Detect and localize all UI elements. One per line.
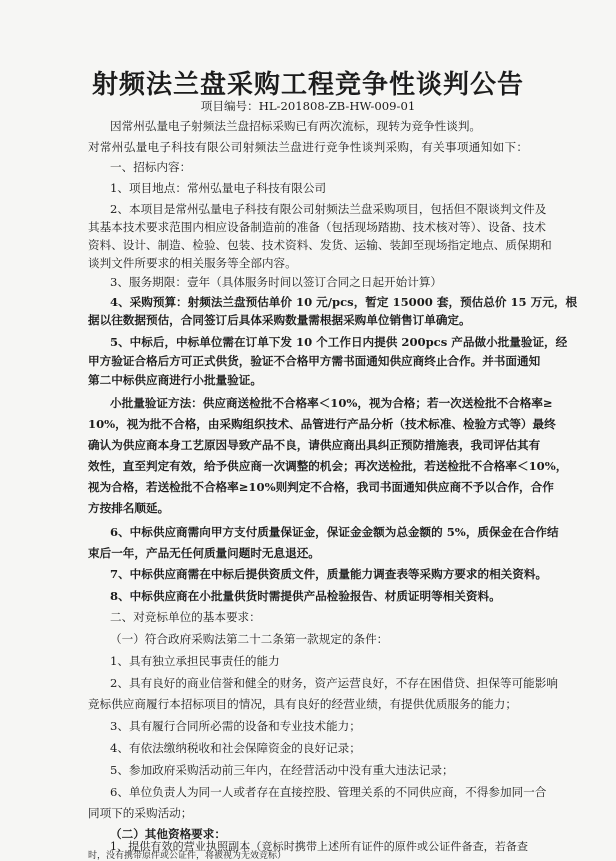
notice-line: 2、本项目是常州弘量电子科技有限公司射频法兰盘采购项目，包括但不限谈判文件及 [110,202,547,216]
notice-line: 1、项目地点：常州弘量电子科技有限公司 [110,181,327,195]
notice-line: 3、服务期限：壹年（具体服务时间以签订合同之日起开始计算） [110,275,443,289]
notice-line: 小批量验证方法：供应商送检批不合格率＜10%，视为合格；若一次送检批不合格率≥ [110,396,553,410]
notice-line: 4、采购预算：射频法兰盘预估单价 10 元/pcs，暂定 15000 套，预估总价 15 万元，根 [110,295,578,309]
notice-line: 竞标供应商履行本招标项目的情况，具有良好的经营业绩，有提供优质服务的能力； [88,697,517,711]
notice-line: 10%，视为批不合格，由采购组织技术、品管进行产品分析（技术标准、检验方式等）最终 [88,417,556,431]
notice-line: 其基本技术要求范围内相应设备制造前的准备（包括现场踏勘、技术核对等）、设备、技术 [88,220,546,234]
project-number: 项目编号：HL-201808-ZB-HW-009-01 [200,99,416,113]
notice-line: 谈判文件所要求的相关服务等全部内容。 [88,256,297,270]
notice-line: 确认为供应商本身工艺原因导致产品不良，请供应商出具纠正预防措施表，我司评估其有 [88,438,541,452]
notice-line: 7、中标供应商需在中标后提供资质文件，质量能力调查表等采购方要求的相关资料。 [110,567,548,581]
notice-line: 4、有依法缴纳税收和社会保障资金的良好记录； [110,741,361,755]
notice-line: （一）符合政府采购法第二十二条第一款规定的条件： [110,632,389,646]
notice-line: 5、中标后，中标单位需在订单下发 10 个工作日内提供 200pcs 产品做小批量验证，经 [110,335,568,349]
section-heading: 二、对竞标单位的基本要求： [110,610,261,624]
notice-line: 束后一年，产品无任何质量问题时无息退还。 [88,546,320,560]
notice-line: 5、参加政府采购活动前三年内，在经营活动中没有重大违法记录； [110,763,454,777]
notice-line: 甲方验证合格后方可正式供货，验证不合格甲方需书面通知供应商终止合作。并书面通知 [88,354,541,368]
notice-line: 1、提供有效的营业执照副本（竞标时携带上述所有证件的原件或公证件备查，若备查 [110,840,528,853]
document-title: 射频法兰盘采购工程竞争性谈判公告 [91,70,524,100]
notice-line: 据以往数据预估，合同签订后具体采购数量需根据采购单位销售订单确定。 [88,313,471,327]
intro-paragraph: 因常州弘量电子射频法兰盘招标采购已有两次流标，现转为竞争性谈判。 [110,119,482,133]
notice-line: 8、中标供应商在小批量供货时需提供产品检验报告、材质证明等相关资料。 [110,589,501,603]
notice-line: 2、具有良好的商业信誉和健全的财务，资产运营良好，不存在困借贷、担保等可能影响 [110,676,558,690]
notice-line: 同项下的采购活动； [88,806,193,820]
notice-line: 视为合格，若送检批不合格率≥10%则判定不合格，我司书面通知供应商不予以合作，合作 [88,480,554,494]
notice-line: 效性，直至判定有效，给予供应商一次调整的机会；再次送检批，若送检批不合格率＜10%， [88,459,568,473]
notice-line: 方按排名顺延。 [88,501,170,515]
notice-line: 对常州弘量电子科技有限公司射频法兰盘进行竞争性谈判采购，有关事项通知如下： [88,140,528,154]
notice-line: 第二中标供应商进行小批量验证。 [88,373,262,387]
notice-line: 1、具有独立承担民事责任的能力 [110,654,280,668]
section-heading: （二）其他资格要求： [110,827,226,841]
notice-line: 6、单位负责人为同一人或者存在直接控股、管理关系的不同供应商，不得参加同一合 [110,785,547,799]
section-heading: 一、招标内容： [110,160,192,174]
notice-line: 6、中标供应商需向甲方支付质量保证金，保证金金额为总金额的 5%，质保金在合作结 [110,525,559,539]
notice-line: 3、具有履行合同所必需的设备和专业技术能力； [110,719,361,733]
notice-line: 资料、设计、制造、检验、包装、技术资料、发货、运输、装卸至现场指定地点、质保期和 [88,238,552,252]
notice-line: 时，没有携带原件或公证件，将被视为无效竞标） [88,851,287,861]
